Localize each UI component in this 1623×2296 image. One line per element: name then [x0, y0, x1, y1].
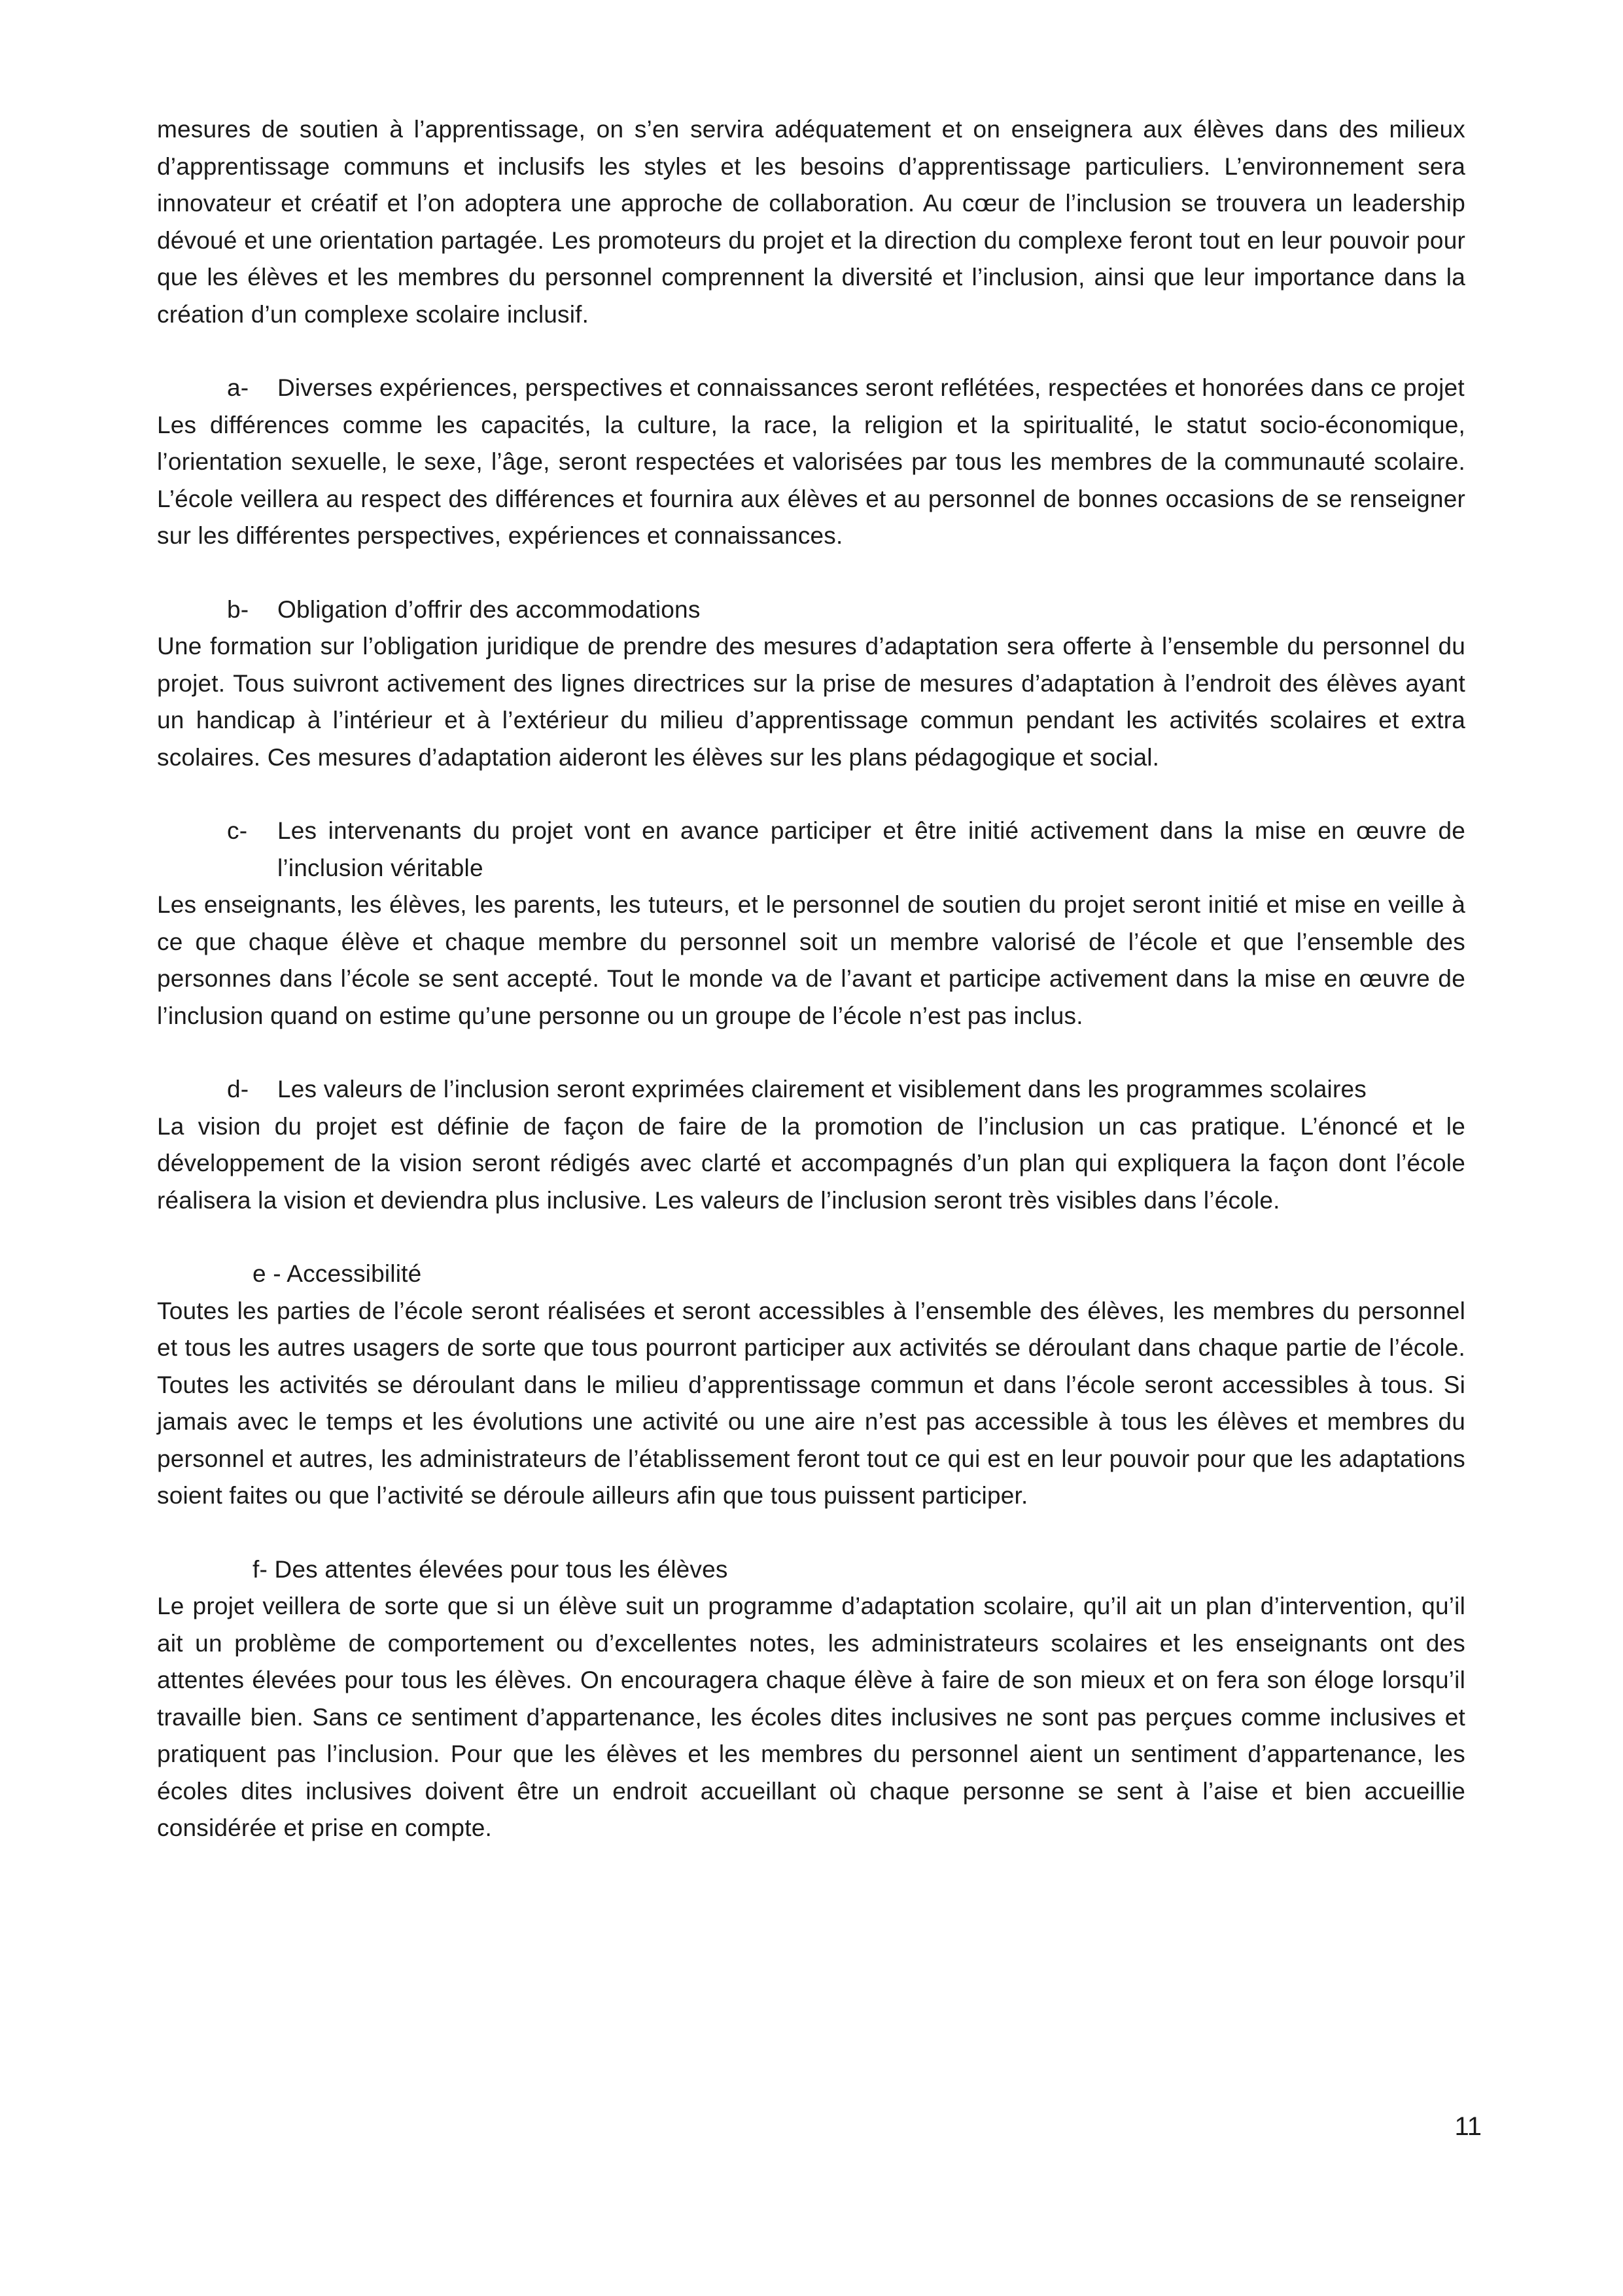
section-title: Les intervenants du projet vont en avance participer et être initié activement dans la mise en œuvre de l’inclusion véritable [277, 817, 1465, 881]
section-body: Une formation sur l’obligation juridique de prendre des mesures d’adaptation sera offerte à l’ensemble du personnel du projet. Tous suivront activement des lignes directrices sur la prise de mesures d’adaptation à l’endroit des élèves ayant un handicap à l’intérieur et à l’extérieur du milieu d’apprentissage commun pendant les activités scolaires et extra scolaires. Ces mesures d’adaptation aideront les élèves sur les plans pédagogique et social. [157, 633, 1465, 771]
section-title: Diverses expériences, perspectives et connaissances seront reflétées, respectées et honorées dans ce projet [277, 374, 1465, 401]
section-heading [157, 1071, 1465, 1108]
intro-paragraph: mesures de soutien à l’apprentissage, on s’en servira adéquatement et on enseignera aux élèves dans des milieux d’apprentissage communs et inclusifs les styles et les besoins d’apprentissage particuliers. L’environnement sera innovateur et créatif et l’on adoptera une approche de collaboration. Au cœur de l’inclusion se trouvera un leadership dévoué et une orientation partagée. Les promoteurs du projet et la direction du complexe feront tout en leur pouvoir pour que les élèves et les membres du personnel comprennent la diversité et l’inclusion, ainsi que leur importance dans la création d’un complexe scolaire inclusif. [157, 116, 1465, 328]
section-heading [157, 370, 1465, 407]
section-title: f- Des attentes élevées pour tous les élèves [253, 1555, 728, 1583]
section-title: Les valeurs de l’inclusion seront exprimées clairement et visiblement dans les programmes scolaires [277, 1076, 1367, 1103]
section-b [157, 592, 1465, 777]
section-heading [157, 813, 1465, 887]
section-f [157, 1551, 1465, 1847]
page-content [157, 111, 1465, 1847]
page-number: 11 [1454, 2112, 1482, 2141]
list-marker: d- [227, 1076, 249, 1103]
section-body: Les différences comme les capacités, la culture, la race, la religion et la spiritualité, le statut socio-économique, l’orientation sexuelle, le sexe, l’âge, seront respectées et valorisées par tous les membres de la communauté scolaire. L’école veillera au respect des différences et fournira aux élèves et au personnel de bonnes occasions de se renseigner sur les différentes perspectives, expériences et connaissances. [157, 411, 1465, 549]
section-c [157, 813, 1465, 1034]
section-body: La vision du projet est définie de façon de faire de la promotion de l’inclusion un cas pratique. L’énoncé et le développement de la vision seront rédigés avec clarté et accompagnés d’un plan qui expliquera la façon dont l’école réalisera la vision et deviendra plus inclusive. Les valeurs de l’inclusion seront très visibles dans l’école. [157, 1112, 1465, 1214]
section-title: Obligation d’offrir des accommodations [277, 595, 701, 623]
list-marker: b- [227, 595, 249, 623]
list-marker: c- [227, 817, 248, 844]
section-title: e - Accessibilité [253, 1260, 422, 1287]
section-body: Toutes les parties de l’école seront réalisées et seront accessibles à l’ensemble des élèves, les membres du personnel et tous les autres usagers de sorte que tous pourront participer aux activités se déroulant dans chaque partie de l’école. Toutes les activités se déroulant dans le milieu d’apprentissage commun et dans l’école seront accessibles à tous. Si jamais avec le temps et les évolutions une activité ou une aire n’est pas accessible à tous les élèves et membres du personnel et autres, les administrateurs de l’établissement feront tout ce qui est en leur pouvoir pour que les adaptations soient faites ou que l’activité se déroule ailleurs afin que tous puissent participer. [157, 1297, 1465, 1509]
section-a [157, 370, 1465, 555]
section-body: Le projet veillera de sorte que si un élève suit un programme d’adaptation scolaire, qu’il ait un plan d’intervention, qu’il ait un problème de comportement ou d’excellentes notes, les administrateurs scolaires et les enseignants ont des attentes élevées pour tous les élèves. On encouragera chaque élève à faire de son mieux et on fera son éloge lorsqu’il travaille bien. Sans ce sentiment d’appartenance, les écoles dites inclusives ne sont pas perçues comme inclusives et pratiquent pas l’inclusion. Pour que les élèves et les membres du personnel aient un sentiment d’appartenance, les écoles dites inclusives doivent être un endroit accueillant où chaque personne se sent à l’aise et bien accueillie considérée et prise en compte. [157, 1593, 1465, 1841]
section-d [157, 1071, 1465, 1219]
list-marker: a- [227, 374, 249, 401]
section-body: Les enseignants, les élèves, les parents, les tuteurs, et le personnel de soutien du projet seront initié et mise en veille à ce que chaque élève et chaque membre du personnel soit un membre valorisé de l’école et que l’ensemble des personnes dans l’école se sent accepté. Tout le monde va de l’avant et participe activement dans la mise en œuvre de l’inclusion quand on estime qu’une personne ou un groupe de l’école n’est pas inclus. [157, 891, 1465, 1029]
section-e [157, 1256, 1465, 1515]
section-heading [157, 592, 1465, 629]
